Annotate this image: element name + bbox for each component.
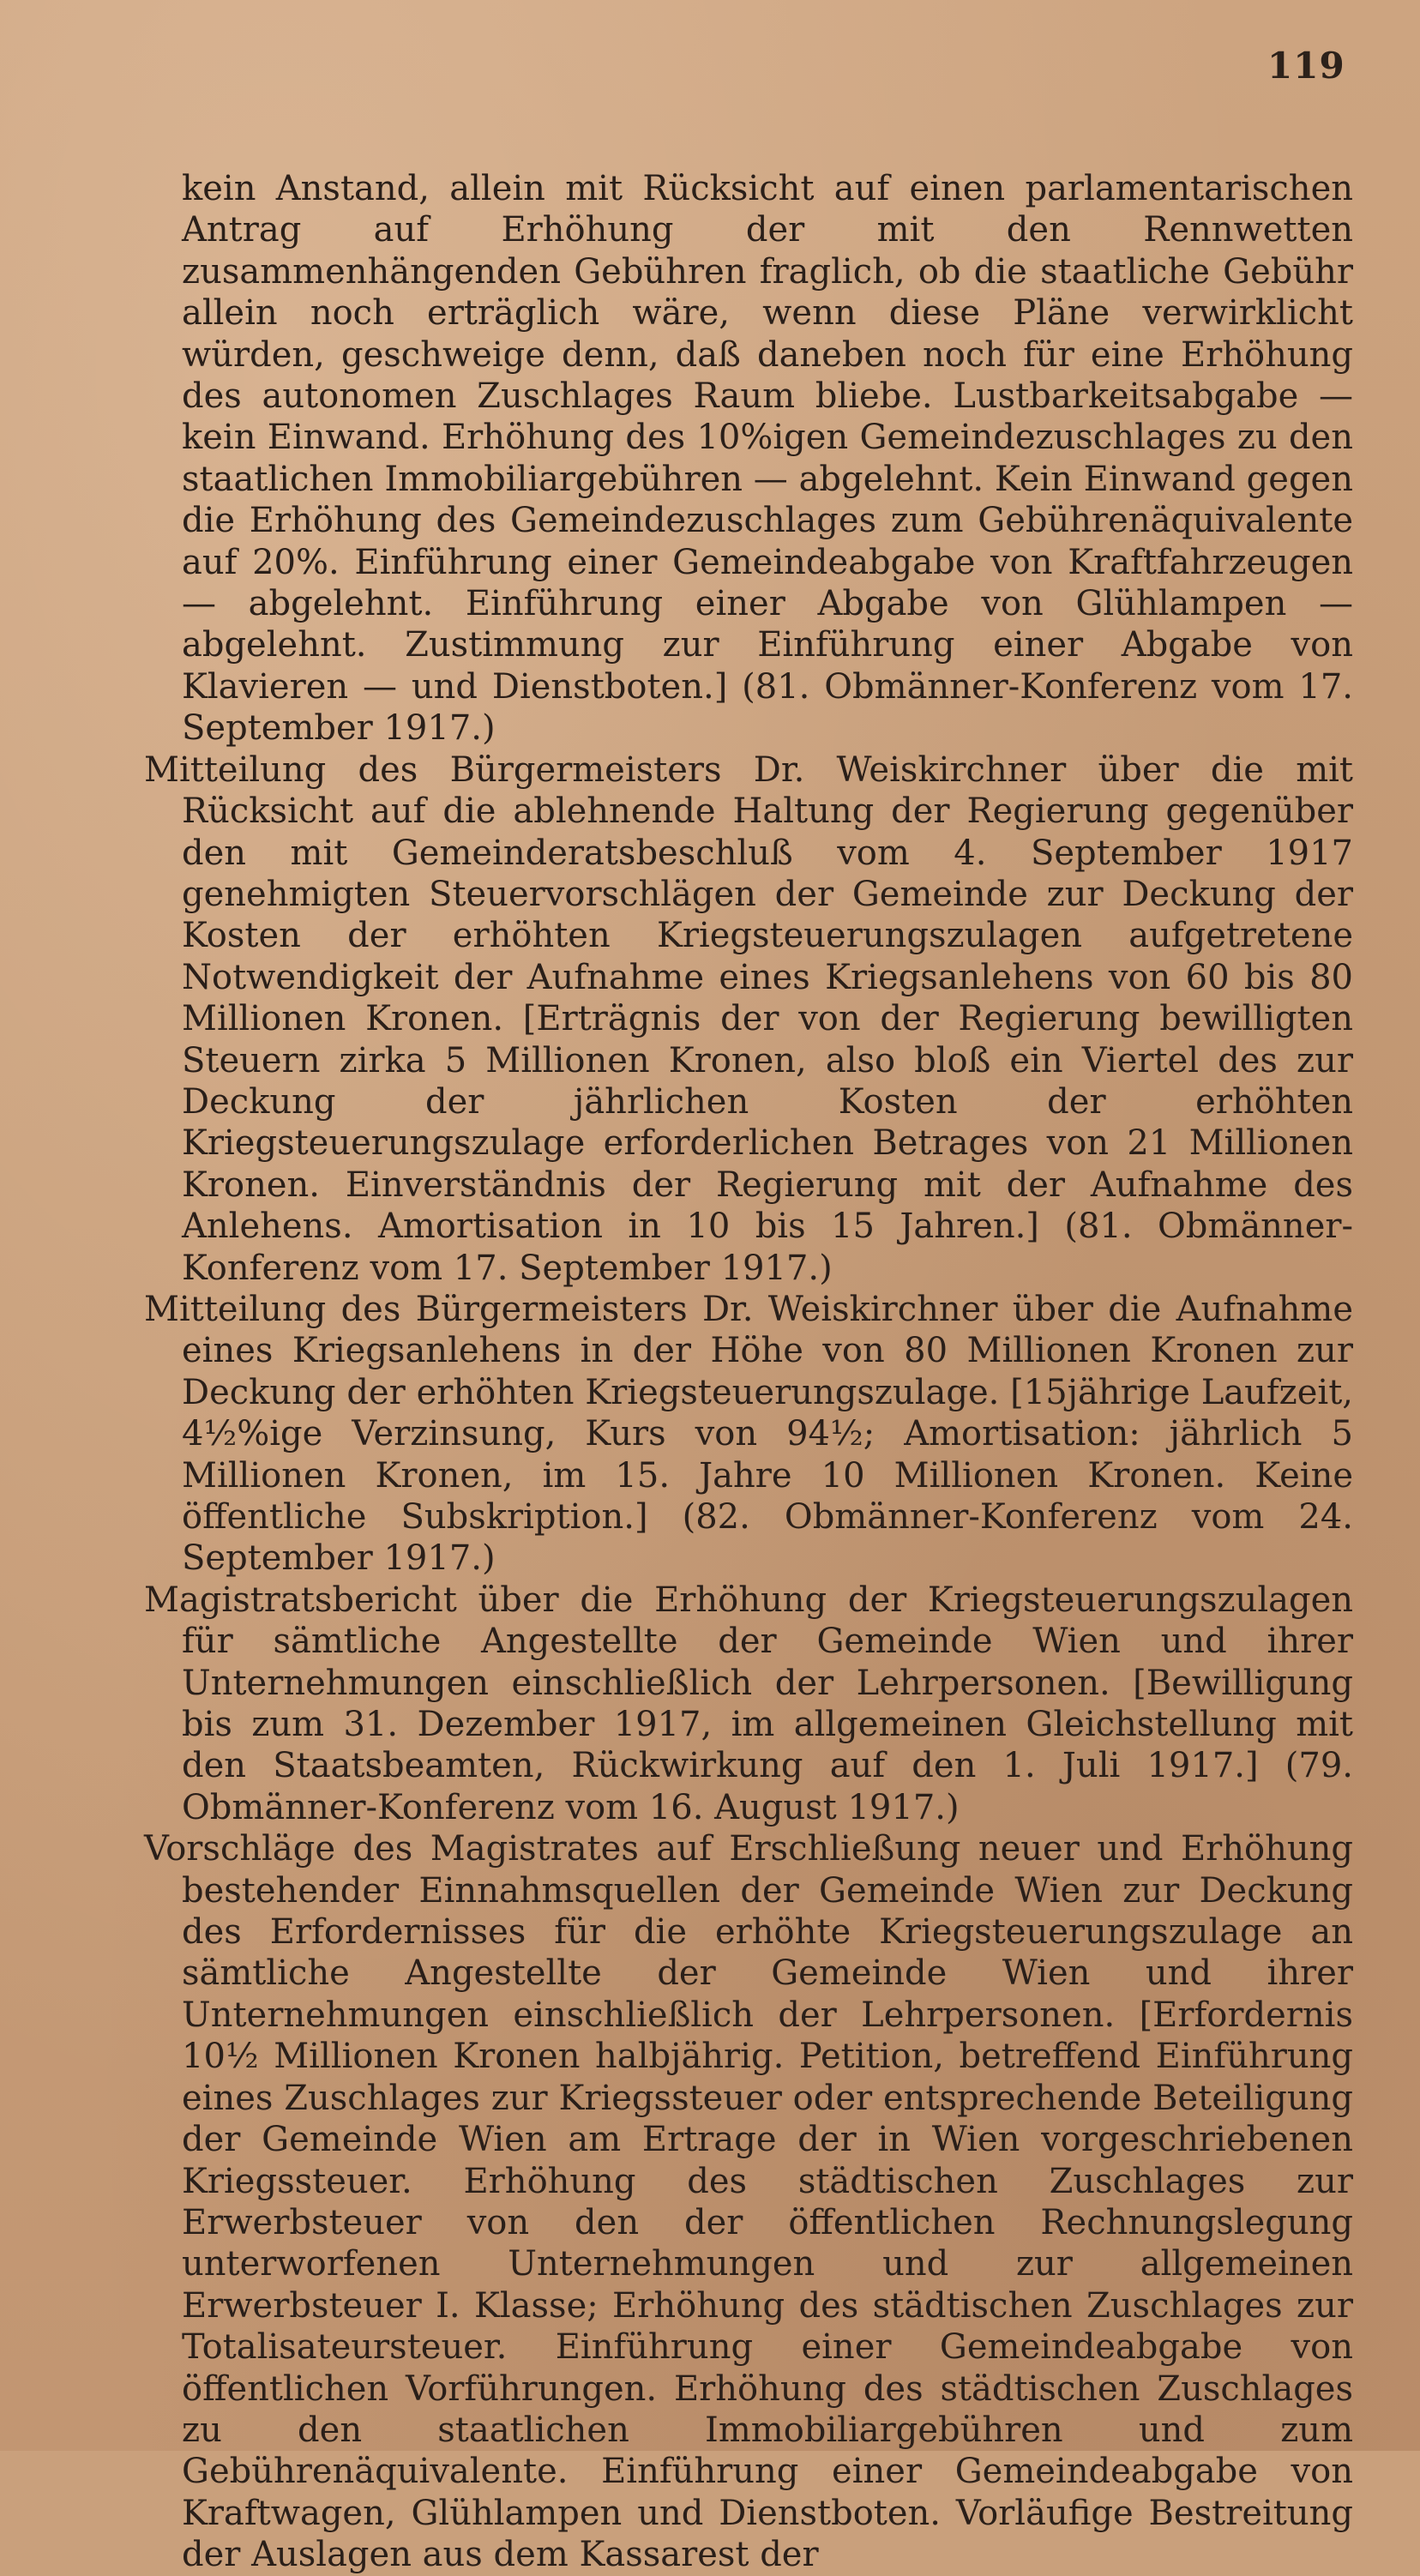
paragraph-continuation: kein Anstand, allein mit Rücksicht auf einen parlamentarischen Antrag auf Erhöhung der mit den Rennwetten zusammenhängenden Gebühren fraglich, ob die staatliche Gebühr allein noch erträglich wäre, wenn diese Pläne verwirklicht würden, geschweige denn, daß daneben noch für eine Erhöhung des autonomen Zuschlages Raum bliebe. Lustbarkeitsabgabe — kein Einwand. Erhöhung des 10%igen Gemeindezuschlages zu den staatlichen Immobiliargebühren — abgelehnt. Kein Einwand gegen die Erhöhung des Gemeindezuschlages zum Gebührenäquivalente auf 20%. Einführung einer Gemeindeabgabe von Kraftfahrzeugen — abgelehnt. Einführung einer Abgabe von Glühlampen — abgelehnt. Zustimmung zur Einführung einer Abgabe von Klavieren — und Dienstboten.] (81. Obmänner-Konferenz vom 17. September 1917.) — [182, 169, 1353, 749]
body-text — [144, 168, 1353, 2576]
paragraph-entry: Mitteilung des Bürgermeisters Dr. Weiskirchner über die Aufnahme eines Kriegsanlehens in der Höhe von 80 Millionen Kronen zur Deckung der erhöhten Kriegsteuerungszulage. [15jährige Laufzeit, 4½%ige Verzinsung, Kurs von 94½; Amortisation: jährlich 5 Millionen Kronen, im 15. Jahre 10 Millionen Kronen. Keine öffentliche Subskription.] (82. Obmänner-Konferenz vom 24. September 1917.) — [144, 1289, 1353, 1579]
paragraph-entry: Mitteilung des Bürgermeisters Dr. Weiskirchner über die mit Rücksicht auf die ablehnende Haltung der Regierung gegenüber den mit Gemeinderatsbeschluß vom 4. September 1917 genehmigten Steuervorschlägen der Gemeinde zur Deckung der Kosten der erhöhten Kriegsteuerungszulagen aufgetretene Notwendigkeit der Aufnahme eines Kriegsanlehens von 60 bis 80 Millionen Kronen. [Erträgnis der von der Regierung bewilligten Steuern zirka 5 Millionen Kronen, also bloß ein Viertel des zur Deckung der jährlichen Kosten der erhöhten Kriegsteuerungszulage erforderlichen Betrages von 21 Millionen Kronen. Einverständnis der Regierung mit der Aufnahme des Anlehens. Amortisation in 10 bis 15 Jahren.] (81. Obmänner-Konferenz vom 17. September 1917.) — [144, 749, 1353, 1288]
paragraph-entry: Vorschläge des Magistrates auf Erschließung neuer und Erhöhung bestehender Einnahmsquellen der Gemeinde Wien zur Deckung des Erfordernisses für die erhöhte Kriegsteuerungszulage an sämtliche Angestellte der Gemeinde Wien und ihrer Unternehmungen einschließlich der Lehrpersonen. [Erfordernis 10½ Millionen Kronen halbjährig. Petition, betreffend Einführung eines Zuschlages zur Kriegssteuer oder entsprechende Beteiligung der Gemeinde Wien am Ertrage der in Wien vorgeschriebenen Kriegssteuer. Erhöhung des städtischen Zuschlages zur Erwerbsteuer von den der öffentlichen Rechnungslegung unterworfenen Unternehmungen und zur allgemeinen Erwerbsteuer I. Klasse; Erhöhung des städtischen Zuschlages zur Totalisateursteuer. Einführung einer Gemeindeabgabe von öffentlichen Vorführungen. Erhöhung des städtischen Zuschlages zu den staatlichen Immobiliargebühren und zum Gebührenäquivalente. Einführung einer Gemeindeabgabe von Kraftwagen, Glühlampen und Dienstboten. Vorläufige Bestreitung der Auslagen aus dem Kassarest der — [144, 1829, 1353, 2575]
paragraph-entry: Magistratsbericht über die Erhöhung der Kriegsteuerungszulagen für sämtliche Angestellte der Gemeinde Wien und ihrer Unternehmungen einschließlich der Lehrpersonen. [Bewilligung bis zum 31. Dezember 1917, im allgemeinen Gleichstellung mit den Staatsbeamten, Rückwirkung auf den 1. Juli 1917.] (79. Obmänner-Konferenz vom 16. August 1917.) — [144, 1580, 1353, 1827]
page-number: 119 — [1267, 45, 1345, 87]
